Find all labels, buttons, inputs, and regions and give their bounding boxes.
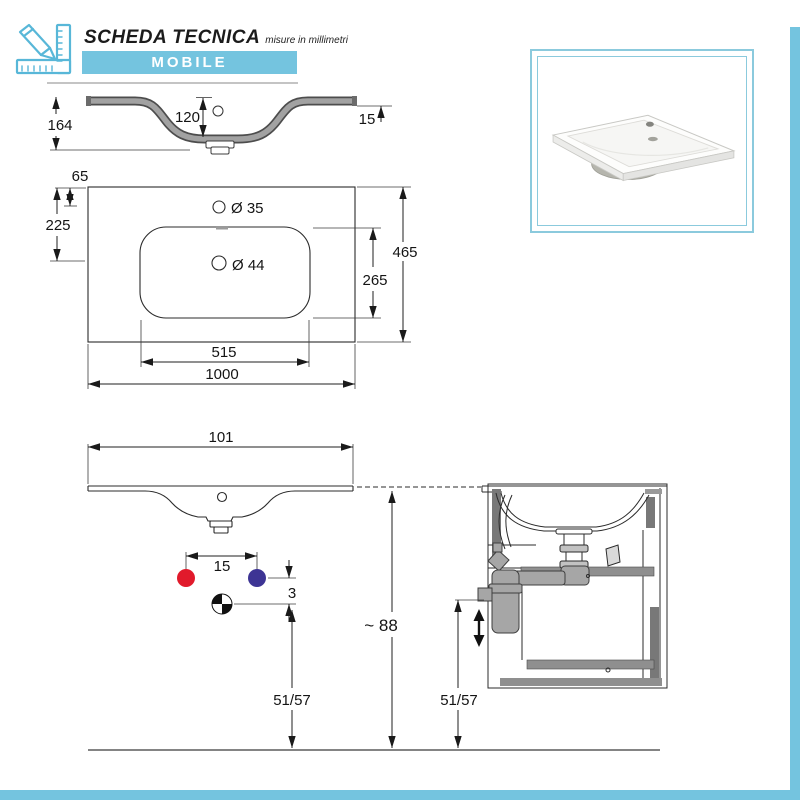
- front-view-drawing: [88, 429, 481, 533]
- front-drain-plug: [214, 527, 228, 533]
- drain-plug: [211, 147, 229, 154]
- tap-hole: [213, 201, 225, 213]
- dim-drain-height-left: 51/57: [273, 692, 311, 709]
- sheet-title: SCHEDA TECNICA: [84, 27, 261, 48]
- dim-cabinet-width: 101: [208, 429, 234, 446]
- hot-water-point: [177, 569, 195, 587]
- front-drain-fitting: [210, 521, 232, 527]
- dim-supply-spacing: 15: [213, 558, 231, 575]
- basin-outline: [140, 227, 310, 318]
- dim-rim-thickness: 15: [358, 111, 376, 128]
- right-border-bar: [790, 27, 800, 800]
- cold-water-point: [248, 569, 266, 587]
- dim-edge-to-tap: 65: [71, 168, 89, 185]
- product-type-badge: MOBILE: [82, 51, 297, 74]
- dim-drain-height-right: 51/57: [440, 692, 478, 709]
- connection-points: [177, 552, 296, 622]
- dim-overall-width: 1000: [205, 366, 239, 383]
- countertop-outline: [88, 187, 355, 342]
- label-drain-hole-diameter: Ø 44: [232, 257, 265, 274]
- dim-overall-depth: 465: [392, 244, 418, 261]
- photo-overflow-hole: [648, 137, 658, 141]
- dim-basin-inner-depth: 265: [362, 272, 388, 289]
- dim-basin-depth: 120: [174, 109, 200, 126]
- product-photo-frame: [530, 49, 754, 233]
- section-view-drawing: [30, 78, 400, 172]
- rim-right-edge: [352, 96, 357, 106]
- adjustable-height-arrow: [474, 609, 485, 647]
- cabinet-section-drawing: [478, 484, 667, 688]
- photo-tap-hole: [646, 122, 654, 127]
- dim-drain-offset: 3: [287, 585, 297, 602]
- dim-overall-height-floor: ~ 88: [364, 616, 398, 635]
- overflow-slot: [216, 226, 228, 230]
- sink-photo: [538, 57, 746, 225]
- dim-edge-to-drain: 225: [45, 217, 71, 234]
- dim-basin-inner-width: 515: [211, 344, 237, 361]
- front-tap-hole: [218, 493, 227, 502]
- tap-hole-mark: [213, 106, 223, 116]
- bottom-border-bar: [0, 790, 800, 800]
- sheet-subtitle: misure in millimetri: [265, 35, 349, 46]
- product-photo-inner-frame: [537, 56, 747, 226]
- dim-overall-height: 164: [47, 117, 73, 134]
- header: [84, 27, 424, 71]
- ruler-pencil-icon: [10, 22, 78, 80]
- installation-drawing: [40, 420, 685, 775]
- rim-left-edge: [86, 96, 91, 106]
- drain-hole: [212, 256, 226, 270]
- label-tap-hole-diameter: Ø 35: [231, 200, 264, 217]
- top-view-drawing: [25, 160, 460, 410]
- drain-datum-symbol: [212, 594, 232, 614]
